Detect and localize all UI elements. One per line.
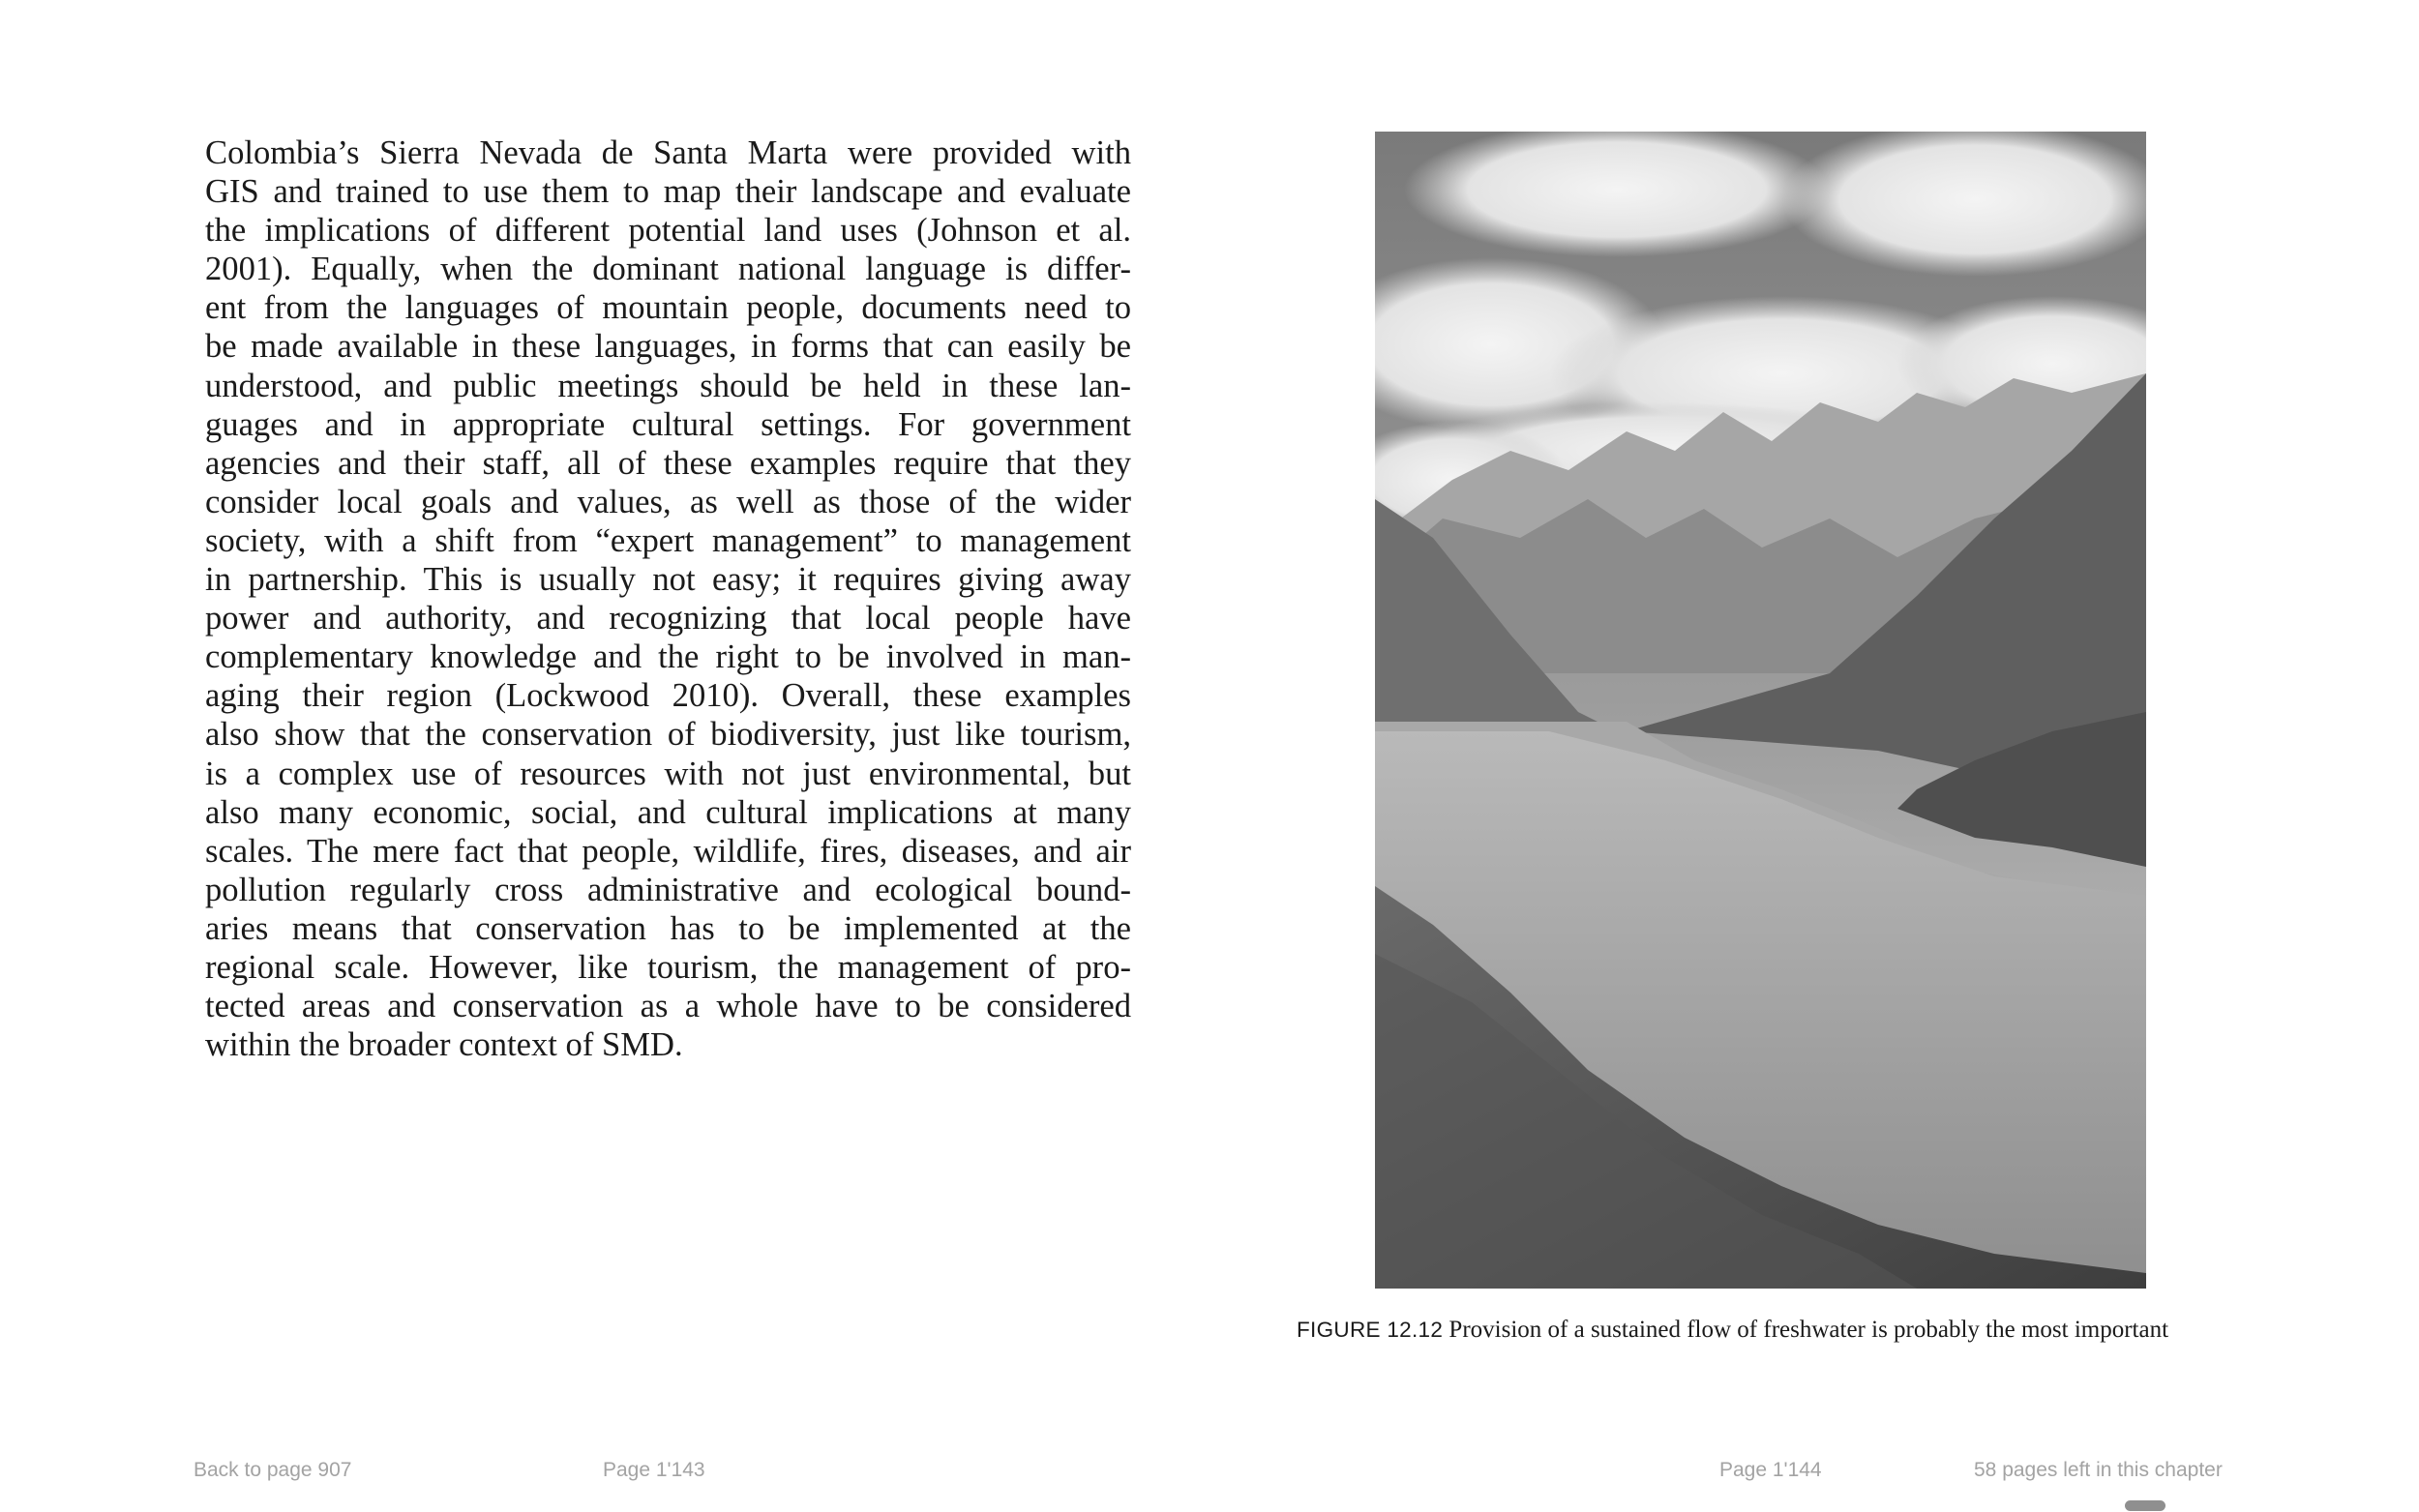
paragraph-line: complementary knowledge and the right to be involved in man-	[205, 638, 1131, 676]
paragraph-line: pollution regularly cross administrative and ecological bound-	[205, 871, 1131, 908]
paragraph-line: power and authority, and recognizing that local people have	[205, 600, 1131, 637]
paragraph-line: be made available in these languages, in forms that can easily be	[205, 328, 1131, 366]
body-paragraph	[205, 133, 1131, 1064]
paragraph-line: the implications of different potential land uses (Johnson et al.	[205, 212, 1131, 250]
paragraph-line: society, with a shift from “expert management” to management	[205, 521, 1131, 559]
paragraph-line: regional scale. However, like tourism, the management of pro-	[205, 948, 1131, 986]
paragraph-line: 2001). Equally, when the dominant national language is differ-	[205, 251, 1131, 288]
paragraph-line: understood, and public meetings should be held in these lan-	[205, 367, 1131, 404]
paragraph-line: ent from the languages of mountain people, documents need to	[205, 289, 1131, 327]
right-page	[1210, 0, 2419, 1512]
back-to-page-link[interactable]: Back to page 907	[194, 1459, 352, 1481]
paragraph-line: in partnership. This is usually not easy; it requires giving away	[205, 561, 1131, 599]
paragraph-line: tected areas and conservation as a whole have to be considered	[205, 988, 1131, 1025]
paragraph-line: aging their region (Lockwood 2010). Overall, these examples	[205, 677, 1131, 715]
river-valley-photo	[1375, 132, 2146, 1289]
paragraph-line: also many economic, social, and cultural implications at many	[205, 793, 1131, 831]
paragraph-line: Colombia’s Sierra Nevada de Santa Marta were provided with	[205, 134, 1131, 171]
figure-photo	[1375, 132, 2146, 1289]
paragraph-line: GIS and trained to use them to map their landscape and evaluate	[205, 173, 1131, 211]
figure-caption	[1297, 1316, 2342, 1345]
figure-label: FIGURE 12.12	[1297, 1318, 1444, 1342]
right-page-number: Page 1'144	[1719, 1459, 1822, 1481]
figure-caption-text: Provision of a sustained flow of freshwater is probably the most important	[1448, 1317, 2169, 1343]
pages-left-indicator: 58 pages left in this chapter	[1974, 1459, 2223, 1481]
paragraph-line: scales. The mere fact that people, wildlife, fires, diseases, and air	[205, 832, 1131, 870]
paragraph-line: consider local goals and values, as well as those of the wider	[205, 483, 1131, 520]
left-page-number: Page 1'143	[603, 1459, 705, 1481]
paragraph-line: is a complex use of resources with not just environmental, but	[205, 755, 1131, 792]
page-scroll-handle[interactable]	[2125, 1500, 2165, 1511]
paragraph-line: agencies and their staff, all of these examples require that they	[205, 444, 1131, 482]
paragraph-line: guages and in appropriate cultural settings. For government	[205, 405, 1131, 443]
paragraph-line: also show that the conservation of biodiversity, just like tourism,	[205, 716, 1131, 754]
paragraph-line: within the broader context of SMD.	[205, 1026, 683, 1064]
paragraph-line: aries means that conservation has to be implemented at the	[205, 909, 1131, 947]
